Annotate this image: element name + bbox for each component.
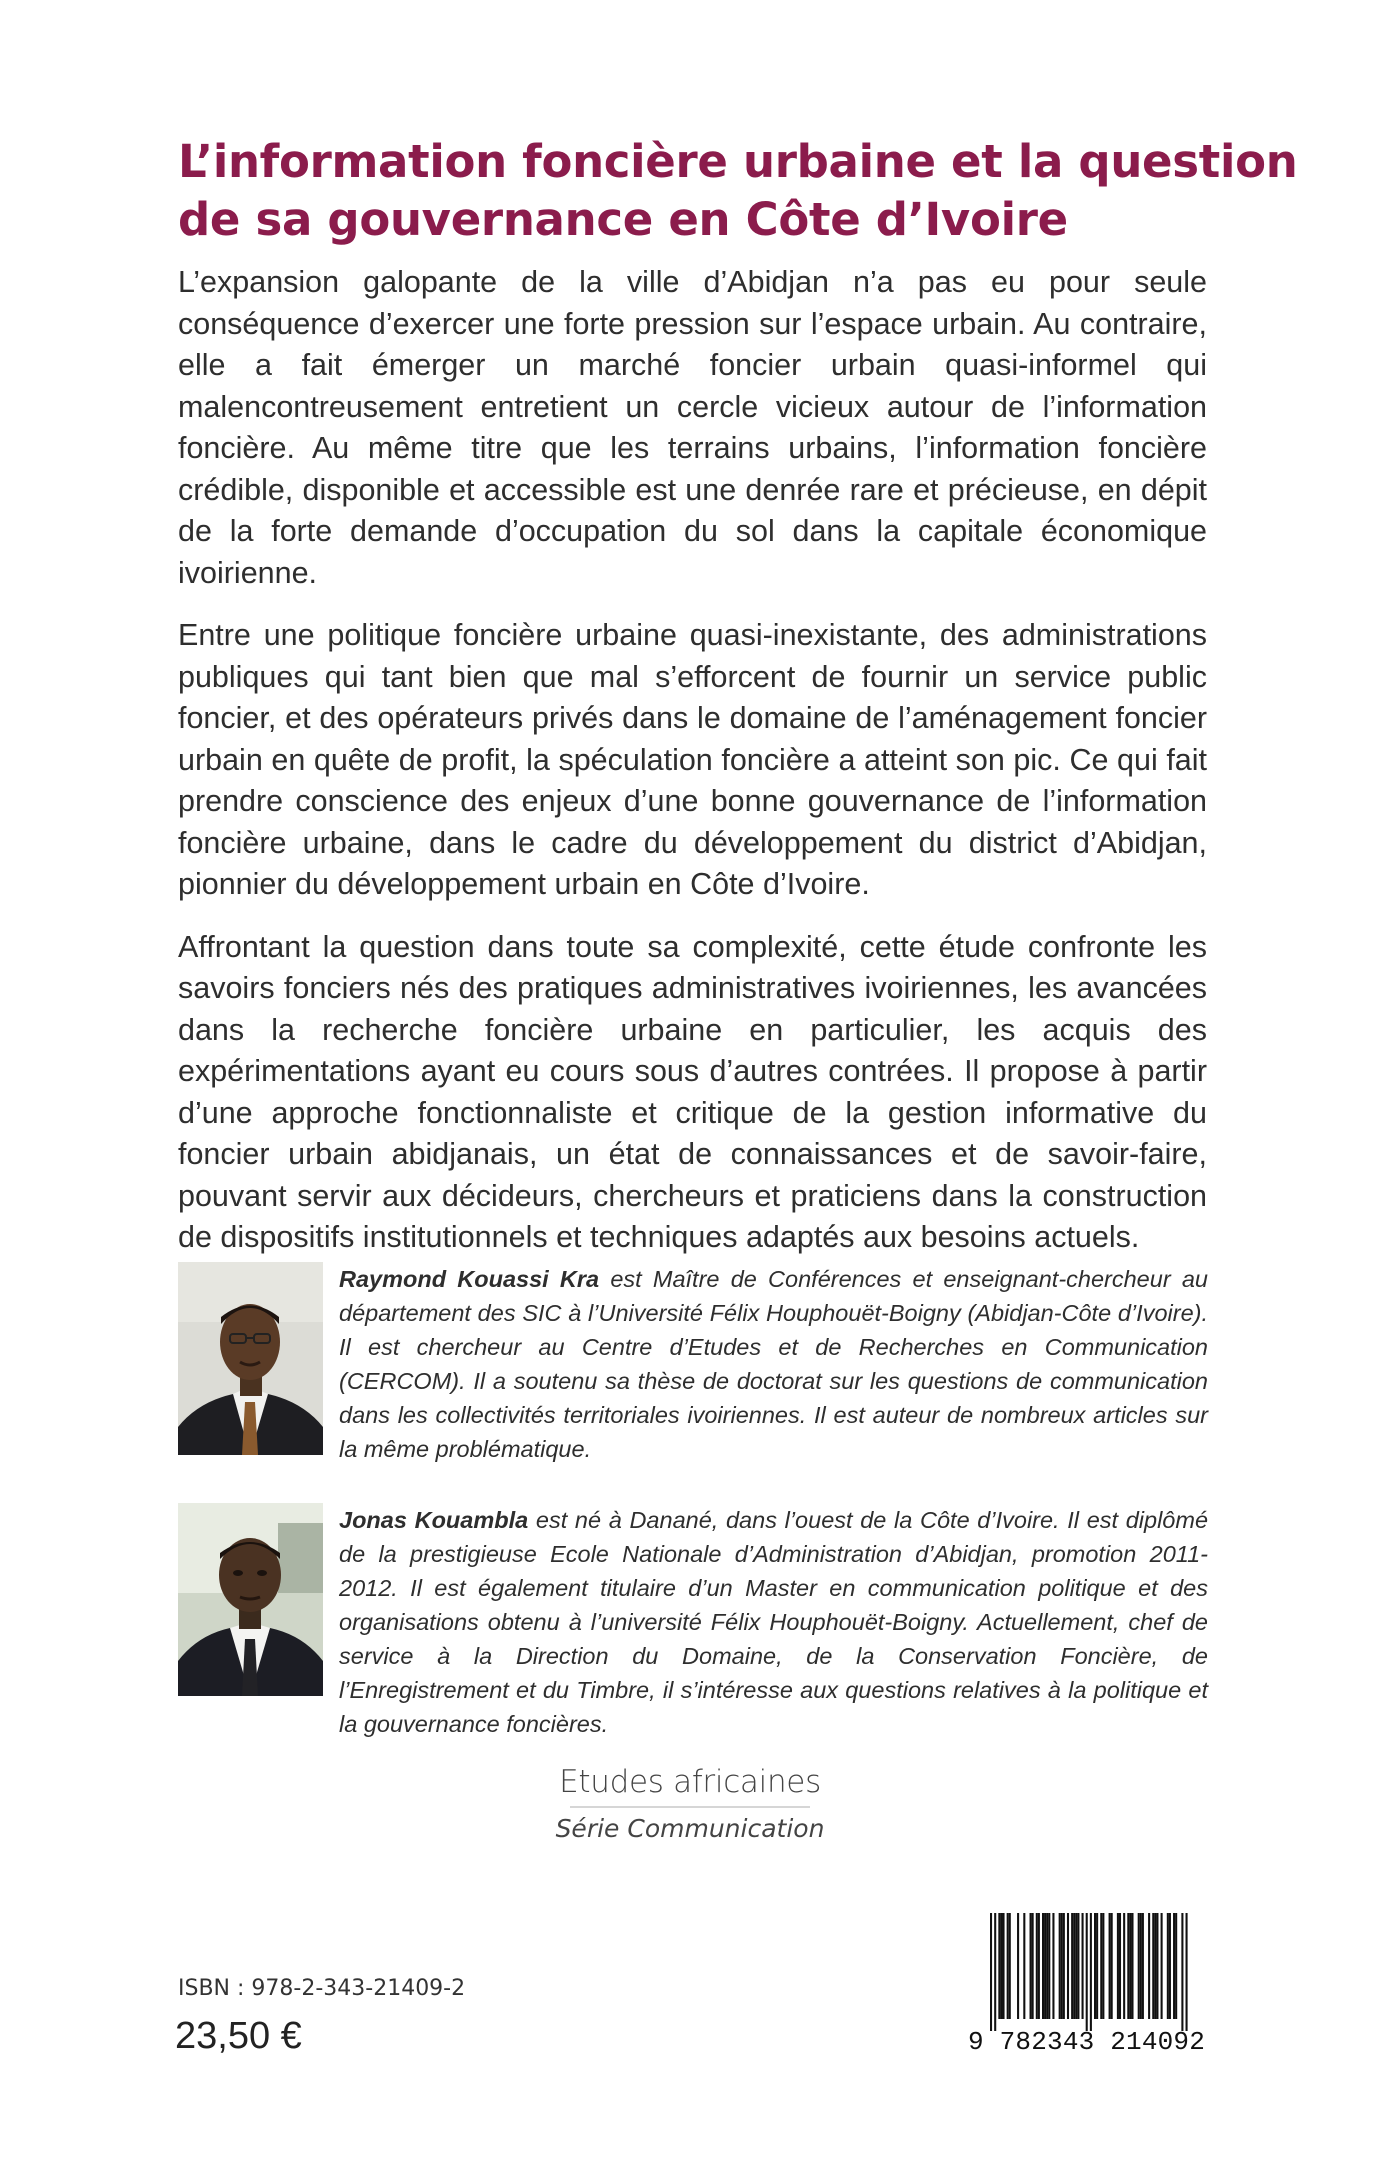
barcode-bar <box>1063 1913 1065 2019</box>
barcode-bar <box>1075 1913 1077 2019</box>
barcode-bar <box>1059 1913 1061 2019</box>
barcode-bar <box>1142 1913 1144 2019</box>
author-bio-text-1 <box>339 1262 1208 1466</box>
barcode-bar <box>994 1913 996 2031</box>
barcode-bar <box>1169 1913 1171 2019</box>
author-name-2: Jonas Kouambla <box>339 1507 529 1533</box>
blurb-paragraph-1: L’expansion galopante de la ville d’Abidjan n’a pas eu pour seule conséquence d’exercer une forte pression sur l’espace urbain. Au contraire, elle a fait émerger un marché foncier urbain quasi-informel qui malencontreusement entretient un cercle vicieux autour de l’information foncière. Au même titre que les terrains urbains, l’information foncière crédible, disponible et accessible est une denrée rare et précieuse, en dépit de la forte demande d’occupation du sol dans la capitale économique ivoirienne. <box>178 265 1207 590</box>
barcode-bar <box>1046 1913 1048 2019</box>
barcode-bar <box>1131 1913 1133 2019</box>
barcode-bar <box>1148 1913 1150 2019</box>
barcode-bar <box>1140 1913 1142 2019</box>
barcode-bar <box>1161 1913 1163 2019</box>
barcode-bar <box>1096 1913 1098 2019</box>
barcode-bar <box>1077 1913 1079 2019</box>
book-title-line-1: L’information foncière urbaine et la question <box>178 135 1298 188</box>
barcode-bar <box>1071 1913 1073 2019</box>
barcode-bar <box>1127 1913 1129 2019</box>
author-bio-text-2 <box>339 1503 1208 1741</box>
barcode-bar <box>1175 1913 1177 2019</box>
barcode-bar <box>1017 1913 1019 2019</box>
price: 23,50 € <box>175 2015 302 2057</box>
barcode-bar <box>1100 1913 1102 2019</box>
barcode-bar <box>1002 1913 1004 2019</box>
barcode-bar <box>1038 1913 1040 2019</box>
barcode-bar <box>1123 1913 1125 2019</box>
isbn: ISBN : 978-2-343-21409-2 <box>178 1976 466 2001</box>
author-photo-1 <box>178 1262 323 1455</box>
barcode-bar <box>1167 1913 1169 2019</box>
barcode-bars <box>968 1913 1208 2031</box>
barcode-bar <box>1094 1913 1096 2019</box>
author-bio-body-2: est né à Danané, dans l’ouest de la Côte d’Ivoire. Il est diplômé de la prestigieuse Ecole Nationale d’Administration d’Abidjan, promotion 2011-2012. Il est également titulaire d’un Master en communication politique et des organisations obtenu à l’université Félix Houphouët-Boigny. Actuellement, chef de service à la Direction du Domaine, de la Conservation Foncière, de l’Enregistrement et du Timbre, il s’intéresse aux questions relatives à la politique et la gouvernance foncières. <box>339 1507 1209 1737</box>
book-title <box>178 133 1298 249</box>
barcode-bar <box>1138 1913 1140 2019</box>
barcode-bar <box>1030 1913 1032 2019</box>
series-subseries: Série Communication <box>555 1814 825 1843</box>
barcode-bar <box>1067 1913 1069 2019</box>
barcode-bar <box>1154 1913 1156 2019</box>
author-name-1: Raymond Kouassi Kra <box>339 1266 600 1292</box>
barcode-bar <box>1152 1913 1154 2019</box>
barcode-bar <box>1111 1913 1113 2019</box>
barcode-bar <box>1007 1913 1009 2019</box>
barcode-bar <box>1061 1913 1063 2019</box>
barcode-bar <box>1000 1913 1002 2019</box>
barcode-bar <box>1086 1913 1088 2031</box>
book-title-line-2: de sa gouvernance en Côte d’Ivoire <box>178 193 1068 246</box>
series-divider <box>570 1806 810 1808</box>
barcode-digits: 9 782343 214092 <box>968 2027 1206 2057</box>
barcode-bar <box>1186 1913 1188 2031</box>
author-bio-body-1: est Maître de Conférences et enseignant-chercheur au département des SIC à l’Université Félix Houphouët-Boigny (Abidjan-Côte d’Ivoire). Il est chercheur au Centre d’Etudes et de Recherches en Communication (CERCOM). Il a soutenu sa thèse de doctorat sur les questions de communication dans les collectivités territoriales ivoiriennes. Il est auteur de nombreux articles sur la même problématique. <box>339 1266 1208 1462</box>
barcode-bar <box>1156 1913 1158 2019</box>
barcode-bar <box>998 1913 1000 2019</box>
barcode-bar <box>1042 1913 1044 2019</box>
series-logo <box>540 1764 840 1843</box>
barcode-bar <box>1073 1913 1075 2019</box>
barcode-bar <box>1032 1913 1034 2019</box>
blurb-paragraph-2: Entre une politique foncière urbaine quasi-inexistante, des administrations publiques qui tant bien que mal s’efforcent de fournir un service public foncier, et des opérateurs privés dans le domaine de l’aménagement foncier urbain en quête de profit, la spéculation foncière a atteint son pic. Ce qui fait prendre conscience des enjeux d’une bonne gouvernance de l’information foncière urbaine, dans le cadre du développement du district d’Abidjan, pionnier du développement urbain en Côte d’Ivoire. <box>178 618 1207 901</box>
barcode-bar <box>1009 1913 1011 2019</box>
blurb-paragraph-3: Affrontant la question dans toute sa complexité, cette étude confronte les savoirs fonciers nés des pratiques administratives ivoiriennes, les avancées dans la recherche foncière urbaine en particulier, les acquis des expérimentations ayant eu cours sous d’autres contrées. Il propose à partir d’une approche fonctionnaliste et critique de la gestion informative du foncier urbain abidjanais, un état de connaissances et de savoir-faire, pouvant servir aux décideurs, chercheurs et praticiens dans la construction de dispositifs institutionnels et techniques adaptés aux besoins actuels. <box>178 929 1207 1254</box>
barcode-bar <box>1102 1913 1104 2019</box>
barcode-bar <box>1090 1913 1092 2031</box>
barcode-bar <box>1082 1913 1084 2019</box>
barcode-bar <box>1181 1913 1183 2031</box>
series-name: Etudes africaines <box>559 1764 821 1800</box>
barcode-bar <box>1023 1913 1025 2019</box>
barcode-bar <box>1044 1913 1046 2019</box>
author-photo-2 <box>178 1503 323 1696</box>
barcode-bar <box>1036 1913 1038 2019</box>
barcode-bar <box>1048 1913 1050 2019</box>
barcode-bar <box>1173 1913 1175 2019</box>
barcode-bar <box>990 1913 992 2031</box>
barcode-bar <box>1109 1913 1111 2019</box>
barcode-bar <box>1119 1913 1121 2019</box>
barcode-bar <box>1129 1913 1131 2019</box>
barcode-bar <box>1117 1913 1119 2019</box>
blurb <box>178 262 1207 1280</box>
barcode-bar <box>1052 1913 1054 2019</box>
barcode <box>968 1913 1208 2057</box>
